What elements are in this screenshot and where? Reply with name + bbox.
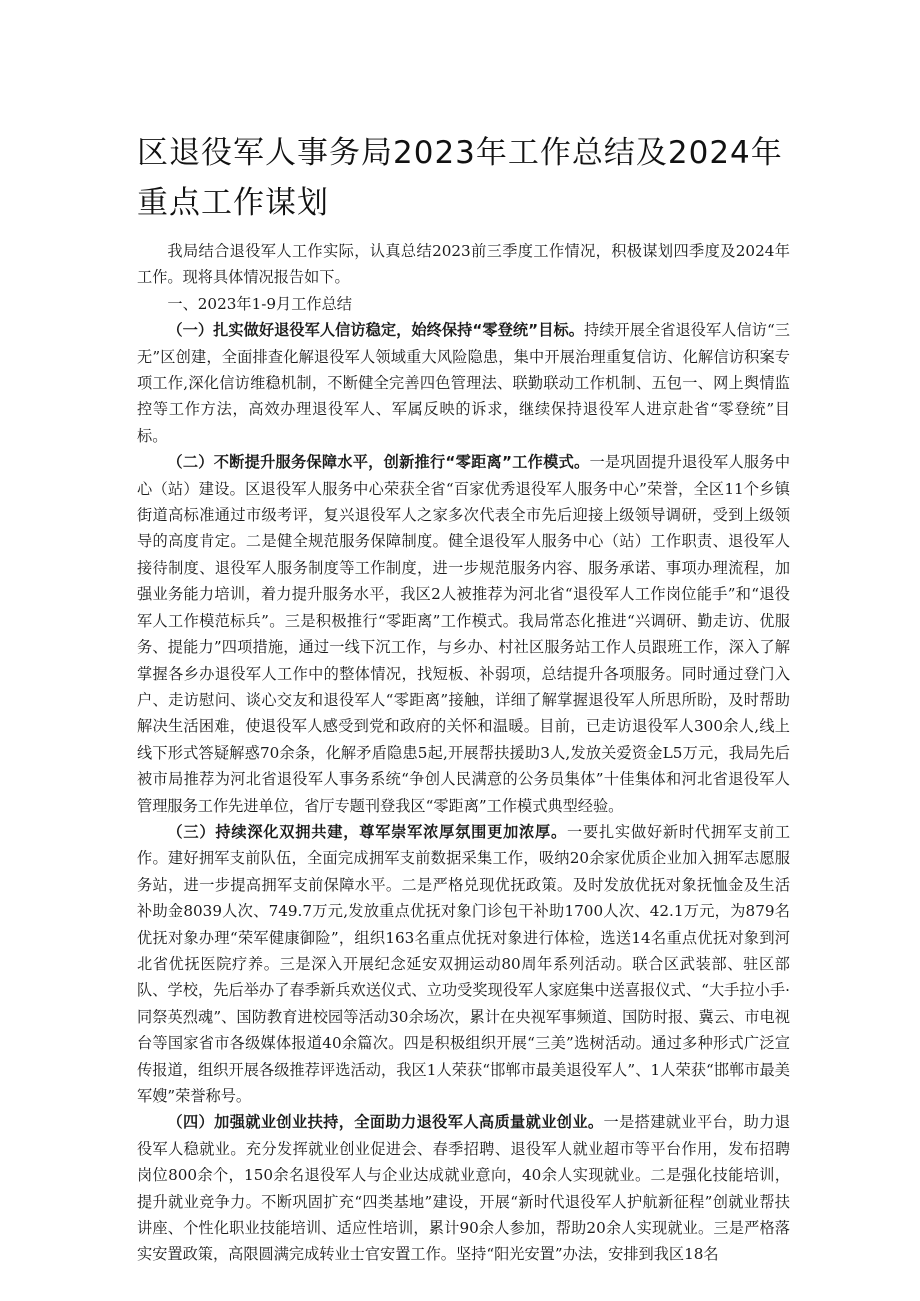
section-text-4: 一是搭建就业平台，助力退役军人稳就业。充分发挥就业创业促进会、春季招聘、退役军人就业超市等平台作用，发布招聘岗位800余个，150余名退役军人与企业达成就业意向，40余人实现就业。二是强化技能培训，提升就业竞争力。不断巩固扩充“四类基地”建设，开展“新时代退役军人护航新征程”创就业帮扶讲座、个性化职业技能培训、适应性培训，累计90余人参加，帮助20余人实现就业。三是严格落实安置政策，高限圆满完成转业士官安置工作。坚持“阳光安置”办法，安排到我区18名	[137, 1113, 791, 1264]
section-lead-3: （三）持续深化双拥共建，尊军崇军浓厚氛围更加浓厚。	[167, 822, 568, 841]
section-paragraph-2	[137, 449, 790, 819]
section-text-2: 一是巩固提升退役军人服务中心（站）建设。区退役军人服务中心荣获全省“百家优秀退役军人服务中心”荣誉，全区11个乡镇街道高标准通过市级考评，复兴退役军人之家多次代表全市先后迎接上级领导调研，受到上级领导的高度肯定。二是健全规范服务保障制度。健全退役军人服务中心（站）工作职责、退役军人接待制度、退役军人服务制度等工作制度，进一步规范服务内容、服务承诺、事项办理流程，加强业务能力培训，着力提升服务水平，我区2人被推荐为河北省“退役军人工作岗位能手”和“退役军人工作模范标兵”。三是积极推行“零距离”工作模式。我局常态化推进“兴调研、勤走访、优服务、提能力”四项措施，通过一线下沉工作，与乡办、村社区服务站工作人员跟班工作，深入了解掌握各乡办退役军人工作中的整体情况，找短板、补弱项，总结提升各项服务。同时通过登门入户、走访慰问、谈心交友和退役军人“零距离”接触，详细了解掌握退役军人所思所盼，及时帮助解决生活困难，使退役军人感受到党和政府的关怀和温暖。目前，已走访退役军人300余人,线上线下形式答疑解惑70余条，化解矛盾隐患5起,开展帮扶援助3人,发放关爱资金L5万元，我局先后被市局推荐为河北省退役军人事务系统“争创人民满意的公务员集体”十佳集体和河北省退役军人管理服务工作先进单位，省厅专题刊登我区“零距离”工作模式典型经验。	[137, 453, 791, 815]
section-paragraph-3	[137, 819, 790, 1109]
section-lead-2: （二）不断提升服务保障水平，创新推行“零距离”工作模式。	[167, 453, 590, 472]
document-body	[137, 238, 790, 1268]
section-lead-4: （四）加强就业创业扶持，全面助力退役军人高质量就业创业。	[167, 1113, 604, 1132]
section-paragraph-4	[137, 1109, 790, 1267]
document-title: 区退役军人事务局2023年工作总结及2024年重点工作谋划	[137, 135, 783, 221]
section-text-1: 持续开展全省退役军人信访“三无”区创建，全面排查化解退役军人领域重大风险隐患，集中开展治理重复信访、化解信访积案专项工作,深化信访维稳机制，不断健全完善四色管理法、联勤联动工作机制、五包一、网上舆情监控等工作方法，高效办理退役军人、军属反映的诉求，继续保持退役军人进京赴省“零登统”目标。	[137, 321, 790, 445]
section-lead-1: （一）扎实做好退役军人信访稳定，始终保持“零登统”目标。	[167, 321, 584, 340]
section-text-3: 一要扎实做好新时代拥军支前工作。建好拥军支前队伍，全面完成拥军支前数据采集工作，吸纳20余家优质企业加入拥军志愿服务站，进一步提高拥军支前保障水平。二是严格兑现优抚政策。及时发放优抚对象抚恤金及生活补助金8039人次、749.7万元,发放重点优抚对象门诊包干补助1700人次、42.1万元，为879名优抚对象办理“荣军健康御险”，组织163名重点优抚对象进行体检，选送14名重点优抚对象到河北省优抚医院疗养。三是深入开展纪念延安双拥运动80周年系列活动。联合区武装部、驻区部队、学校，先后举办了春季新兵欢送仪式、立功受奖现役军人家庭集中送喜报仪式、“大手拉小手·同祭英烈魂”、国防教育进校园等活动30余场次，累计在央视军事频道、国防时报、冀云、市电视台等国家省市各级媒体报道40余篇次。四是积极组织开展“三美”选树活动。通过多种形式广泛宣传报道，组织开展各级推荐评选活动，我区1人荣获“邯郸市最美退役军人”、1人荣获“邯郸市最美军嫂”荣誉称号。	[137, 822, 791, 1105]
section-paragraph-1	[137, 317, 790, 449]
intro-paragraph: 我局结合退役军人工作实际，认真总结2023前三季度工作情况，积极谋划四季度及2024年工作。现将具体情况报告如下。	[137, 242, 790, 287]
section-heading: 一、2023年1-9月工作总结	[167, 294, 352, 313]
